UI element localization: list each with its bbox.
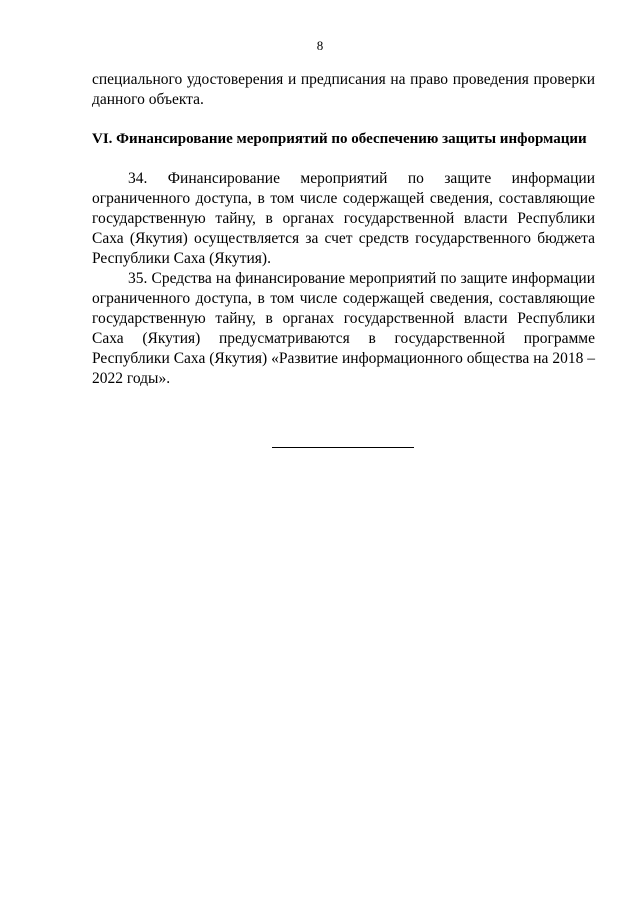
page-number: 8 (316, 38, 324, 53)
section-heading: VI. Финансирование мероприятий по обеспечению защиты информации (92, 131, 587, 147)
end-separator-line (272, 447, 414, 448)
paragraph-34: 34. Финансирование мероприятий по защите информации ограниченного доступа, в том числе содержащей сведения, составляющие государственную тайну, в органах государственной власти Республики Саха (Якутия) осуществляется за счет средств государственного бюджета Республики Саха (Якутия). (92, 170, 595, 267)
paragraph-35: 35. Средства на финансирование мероприятий по защите информации ограниченного доступа, в том числе содержащей сведения, составляющие государственную тайну, в органах государственной власти Республики Саха (Якутия) предусматриваются в государственной программе Республики Саха (Якутия) «Развитие информационного общества на 2018 – 2022 годы». (92, 270, 595, 387)
intro-paragraph: специального удостоверения и предписания на право проведения проверки данного объекта. (92, 71, 595, 108)
document-body (92, 70, 595, 389)
